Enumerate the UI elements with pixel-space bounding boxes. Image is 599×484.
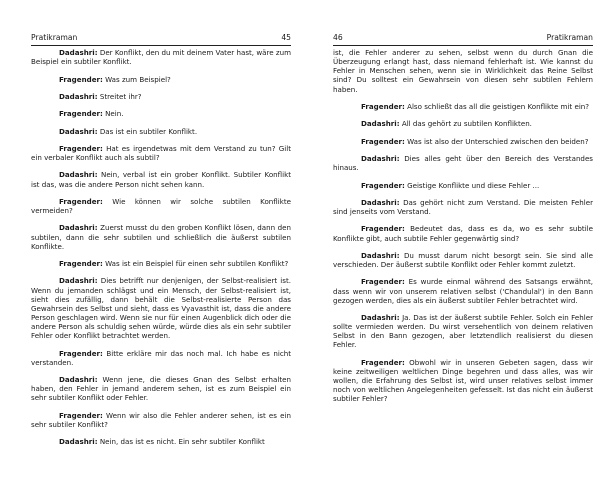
- dialogue-text: Was zum Beispiel?: [102, 74, 171, 84]
- speaker-label: Dadashri:: [361, 313, 400, 322]
- speaker-label: Fragender:: [59, 410, 103, 420]
- dialogue-paragraph: [333, 154, 593, 172]
- speaker-label: Dadashri:: [361, 197, 400, 207]
- dialogue-paragraph: [31, 375, 291, 402]
- dialogue-paragraph: [333, 198, 593, 216]
- dialogue-text: Ja. Das ist der äußerst subtile Fehler. Solch ein Fehler sollte vermieden werden. Du wirst versehentlich von deinem relativen Selbst in den Bann gezogen, aber letztendlich realisierst du diesen Fehler.: [333, 313, 593, 350]
- dialogue-paragraph: [333, 313, 593, 350]
- dialogue-text: Wenn jene, die dieses Gnan des Selbst erhalten haben, den Fehler in jemand anderem sehen, ist es zum Beispiel ein sehr subtiler Konflikt oder Fehler.: [31, 375, 291, 403]
- dialogue-text: Nein, das ist es nicht. Ein sehr subtiler Konflikt: [97, 437, 265, 447]
- dialogue-paragraph: [31, 92, 291, 101]
- dialogue-text: Dies alles geht über den Bereich des Verstandes hinaus.: [333, 154, 593, 173]
- speaker-label: Dadashri:: [361, 119, 400, 129]
- page-number: 45: [281, 33, 291, 42]
- dialogue-paragraph: [31, 170, 291, 188]
- dialogue-paragraph: [31, 437, 291, 446]
- speaker-label: Dadashri:: [59, 223, 98, 233]
- right-page: [333, 0, 593, 484]
- dialogue-text: Wie können wir solche subtilen Konflikte vermeiden?: [31, 196, 291, 216]
- dialogue-paragraph: [333, 181, 593, 190]
- dialogue-text: Nein, verbal ist ein grober Konflikt. Subtiler Konflikt ist das, was die andere Person nicht sehen kann.: [31, 170, 291, 189]
- dialogue-text: Dies betrifft nur denjenigen, der Selbst-realisiert ist. Wenn du jemanden schlägst und ein Mensch, der Selbst-realisiert ist, sieht dies zufällig, dann behält die Selbst-realisierte Person das Gewahrsein des Selbst und sieht, dass es Vyavasthit ist, dass die andere Person geschlagen wird. Wenn sie nur für einen Augenblick dich oder die andere Person als schuldig sehen würde, würde dies als ein sehr subtiler Fehler oder Konflikt betrachtet werden.: [31, 276, 291, 341]
- dialogue-paragraph: [333, 358, 593, 404]
- dialogue-text: Wenn wir also die Fehler anderer sehen, ist es ein sehr subtiler Konflikt?: [31, 410, 291, 429]
- dialogue-paragraph: [31, 197, 291, 215]
- dialogue-text: Bedeutet das, dass es da, wo es sehr subtile Konflikte gibt, auch subtile Fehler gegenwärtig sind?: [333, 224, 593, 243]
- dialogue-paragraph: [333, 251, 593, 269]
- dialogue-text: Nein.: [102, 109, 124, 119]
- speaker-label: Dadashri:: [59, 437, 98, 447]
- page-number: 46: [333, 33, 343, 42]
- dialogue-text: Das gehört nicht zum Verstand. Die meisten Fehler sind jenseits vom Verstand.: [333, 197, 593, 216]
- dialogue-paragraph: [333, 224, 593, 242]
- dialogue-paragraph: [333, 137, 593, 146]
- speaker-label: Dadashri:: [361, 250, 400, 260]
- speaker-label: Fragender:: [361, 180, 405, 190]
- dialogue-paragraph: [31, 144, 291, 162]
- dialogue-text: Geistige Konflikte und diese Fehler ...: [404, 180, 540, 190]
- dialogue-paragraph: [333, 119, 593, 128]
- speaker-label: Fragender:: [59, 259, 103, 269]
- right-page-body: [333, 46, 593, 404]
- speaker-label: Fragender:: [59, 348, 103, 358]
- dialogue-paragraph: [31, 75, 291, 84]
- speaker-label: Dadashri:: [59, 91, 98, 101]
- dialogue-paragraph: [31, 127, 291, 136]
- speaker-label: Fragender:: [361, 277, 405, 287]
- running-title: Pratikraman: [546, 33, 593, 42]
- speaker-label: Fragender:: [361, 224, 405, 234]
- speaker-label: Dadashri:: [59, 276, 98, 286]
- right-page-header: [333, 31, 593, 46]
- dialogue-paragraph: [333, 102, 593, 111]
- dialogue-text: Bitte erkläre mir das noch mal. Ich habe es nicht verstanden.: [31, 348, 291, 367]
- dialogue-text: Was ist ein Beispiel für einen sehr subtilen Konflikt?: [102, 259, 289, 269]
- dialogue-text: Der Konflikt, den du mit deinem Vater hast, wäre zum Beispiel ein subtiler Konflikt.: [31, 48, 291, 67]
- dialogue-text: Das ist ein subtiler Konflikt.: [97, 126, 198, 136]
- dialogue-text: Du musst darum nicht besorgt sein. Sie sind alle verschieden. Der äußerst subtile Konflikt oder Fehler kommt zuletzt.: [333, 250, 593, 269]
- dialogue-text: Zuerst musst du den groben Konflikt lösen, dann den subtilen, dann die sehr subtilen und schließlich die äußerst subtilen Konflikte.: [31, 223, 291, 251]
- dialogue-paragraph: [31, 109, 291, 118]
- dialogue-text: Obwohl wir in unseren Gebeten sagen, dass wir keine zeitweiligen weltlichen Dinge begehren und dass alles, was wir wollen, die Erfahrung des Selbst ist, wird unser relatives selbst immer noch von weltlichen Angelegenheiten gefesselt. Ist das nicht ein äußerst subtiler Fehler?: [333, 357, 593, 404]
- speaker-label: Fragender:: [59, 109, 103, 119]
- dialogue-text: Also schließt das all die geistigen Konflikte mit ein?: [404, 101, 590, 111]
- dialogue-paragraph: [333, 277, 593, 304]
- dialogue-text: Es wurde einmal während des Satsangs erwähnt, dass wenn wir von unserem relativen selbst ('Chandulal') in den Bann gezogen werden, dies als ein äußerst subtiler Fehler betrachtet wird.: [333, 277, 593, 305]
- dialogue-paragraph: [31, 411, 291, 429]
- speaker-label: Fragender:: [59, 143, 103, 153]
- speaker-label: Fragender:: [361, 101, 405, 111]
- speaker-label: Dadashri:: [59, 126, 98, 136]
- dialogue-paragraph: [31, 223, 291, 250]
- speaker-label: Fragender:: [361, 357, 405, 367]
- dialogue-paragraph: [31, 259, 291, 268]
- dialogue-text: Was ist also der Unterschied zwischen den beiden?: [404, 136, 589, 146]
- left-page-header: [31, 31, 291, 46]
- speaker-label: Fragender:: [59, 74, 103, 84]
- continuation-paragraph: ist, die Fehler anderer zu sehen, selbst wenn du durch Gnan die Überzeugung erlangt hast, dass niemand fehlerhaft ist. Wie kannst du Fehler in Menschen sehen, wenn sie in Wirklichkeit das Reine Selbst sind? Du solltest ein Gewahrsein von diesen sehr subtilen Fehlern haben.: [333, 48, 593, 94]
- left-page: [31, 0, 291, 484]
- speaker-label: Fragender:: [361, 136, 405, 146]
- dialogue-text: Hat es irgendetwas mit dem Verstand zu tun? Gilt ein verbaler Konflikt auch als subtil?: [31, 143, 291, 163]
- left-page-body: [31, 46, 291, 446]
- dialogue-text: All das gehört zu subtilen Konflikten.: [399, 119, 532, 129]
- dialogue-paragraph: [31, 349, 291, 367]
- speaker-label: Fragender:: [59, 196, 103, 206]
- dialogue-text: Streitet ihr?: [97, 91, 142, 101]
- speaker-label: Dadashri:: [59, 48, 98, 57]
- dialogue-paragraph: [31, 48, 291, 66]
- dialogue-paragraph: [31, 276, 291, 340]
- speaker-label: Dadashri:: [59, 375, 98, 385]
- running-title: Pratikraman: [31, 33, 78, 42]
- speaker-label: Dadashri:: [361, 154, 400, 163]
- speaker-label: Dadashri:: [59, 170, 98, 180]
